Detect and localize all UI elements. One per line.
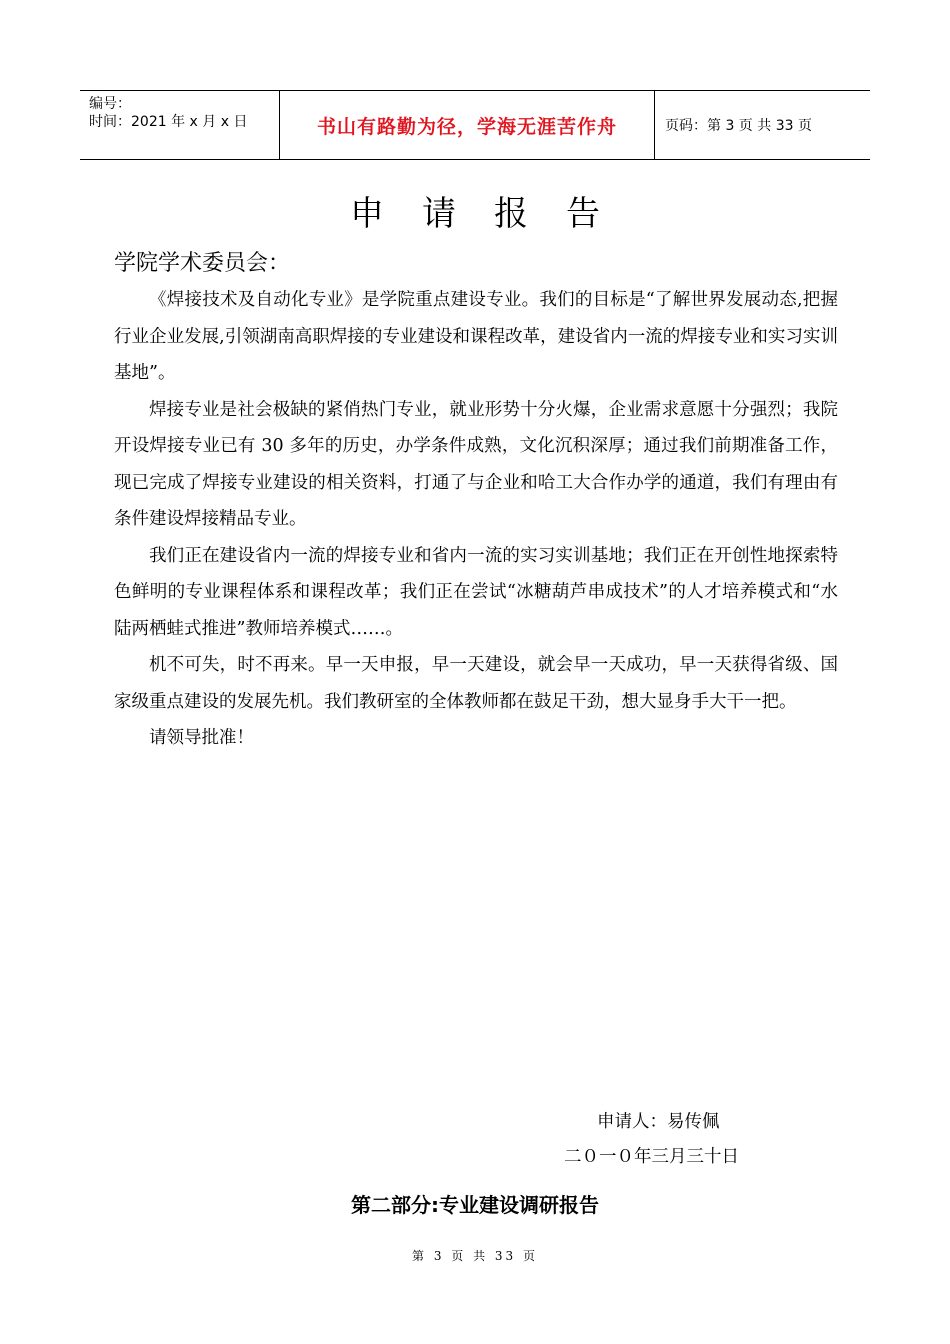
footer-page-number: 第 3 页 共 33 页 (412, 1249, 538, 1263)
paragraph-5: 请领导批准！ (149, 728, 254, 748)
body-text (114, 282, 838, 757)
header-page-label: 页码：第 3 页 共 33 页 (665, 118, 812, 134)
paragraph-2: 焊接专业是社会极缺的紧俏热门专业，就业形势十分火爆，企业需求意愿十分强烈；我院开设焊接专业已有 30 多年的历史，办学条件成熟，文化沉积深厚；通过我们前期准备工作，现已完成了焊接专业建设的相关资料，打通了与企业和哈工大合作办学的通道，我们有理由有条件建设焊接精品专业。 (114, 399, 838, 529)
time-label: 时间：2021 年 x 月 x 日 (89, 114, 248, 130)
number-label: 编号： (89, 96, 131, 112)
addressee: 学院学术委员会： (114, 251, 291, 276)
document-title: 申请报告 (350, 194, 638, 234)
paragraph-1: 《焊接技术及自动化专业》是学院重点建设专业。我们的目标是“了解世界发展动态,把握行业企业发展,引领湖南高职焊接的专业建设和课程改革，建设省内一流的焊接专业和实习实训基地”。 (114, 290, 838, 383)
header-meta (80, 91, 280, 159)
paragraph-3: 我们正在建设省内一流的焊接专业和省内一流的实习实训基地；我们正在开创性地探索特色鲜明的专业课程体系和课程改革；我们正在尝试“冰糖葫芦串成技术”的人才培养模式和“水陆两栖蛙式推进”教师培养模式……。 (114, 545, 838, 639)
paragraph-4: 机不可失，时不再来。早一天申报，早一天建设，就会早一天成功，早一天获得省级、国家级重点建设的发展先机。我们教研室的全体教师都在鼓足干劲，想大显身手大干一把。 (114, 655, 838, 712)
part2-heading: 第二部分:专业建设调研报告 (351, 1193, 599, 1217)
header-motto: 书山有路勤为径，学海无涯苦作舟 (280, 91, 655, 159)
signature: 申请人：易传佩 (597, 1112, 720, 1132)
signature-date: 二０一０年三月三十日 (564, 1147, 739, 1167)
document-header (80, 90, 870, 160)
